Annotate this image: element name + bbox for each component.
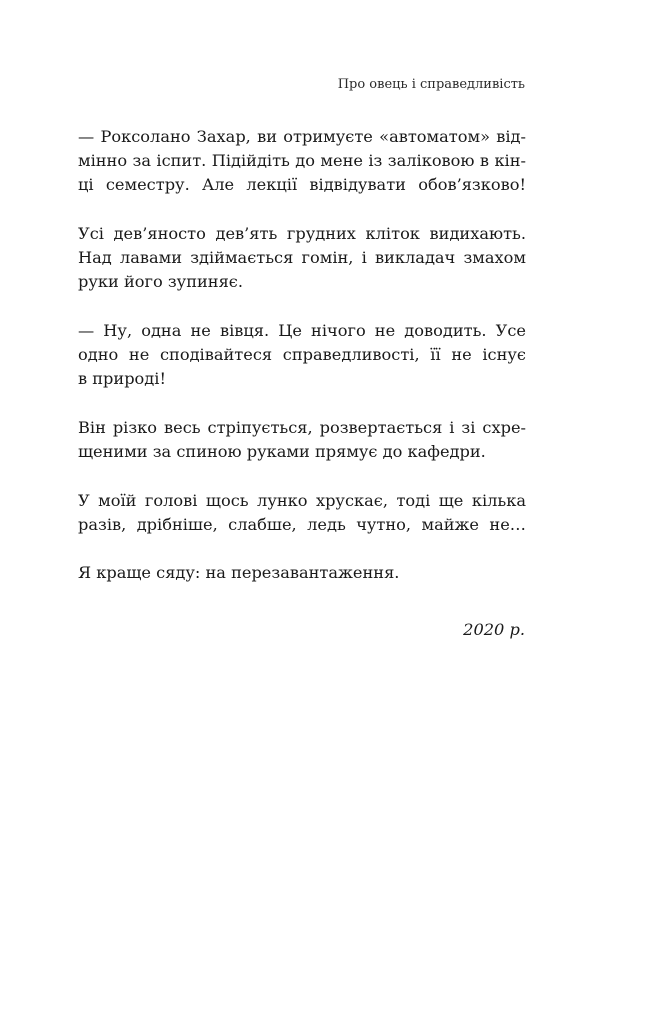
text-line: разів, дрібніше, слабше, ледь чутно, майже не… <box>78 514 526 534</box>
text-line: мінно за іспит. Підійдіть до мене із заліковою в кін- <box>78 151 526 171</box>
text-line: — Ну, одна не вівця. Це нічого не доводить. Усе <box>78 320 526 340</box>
text-line: в природі! <box>78 369 166 389</box>
text-line: Я краще сяду: на перезавантаження. <box>78 563 400 583</box>
paragraph <box>78 125 526 198</box>
paragraph <box>78 489 526 537</box>
paragraph <box>78 416 526 464</box>
paragraph <box>78 319 526 392</box>
text-line: ці семестру. Але лекції відвідувати обов’язково! <box>78 175 526 195</box>
paragraph <box>78 561 526 585</box>
text-line: одно не сподівайтеся справедливості, її не існує <box>78 345 526 365</box>
text-line: щеними за спиною руками прямує до кафедри. <box>78 442 486 462</box>
body-text <box>78 125 526 610</box>
date-signature: 2020 р. <box>463 620 525 639</box>
running-header: Про овець і справедливість <box>337 77 525 92</box>
text-line: — Роксолано Захар, ви отримуєте «автоматом» від- <box>78 127 526 146</box>
text-line: Над лавами здіймається гомін, і викладач змахом <box>78 248 526 268</box>
text-line: руки його зупиняє. <box>78 272 243 292</box>
paragraph <box>78 222 526 295</box>
text-line: Він різко весь стріпується, розвертається і зі схре- <box>78 417 526 437</box>
text-line: У моїй голові щось лунко хрускає, тоді ще кілька <box>78 490 526 510</box>
text-line: Усі дев’яносто дев’ять грудних кліток видихають. <box>78 223 526 243</box>
